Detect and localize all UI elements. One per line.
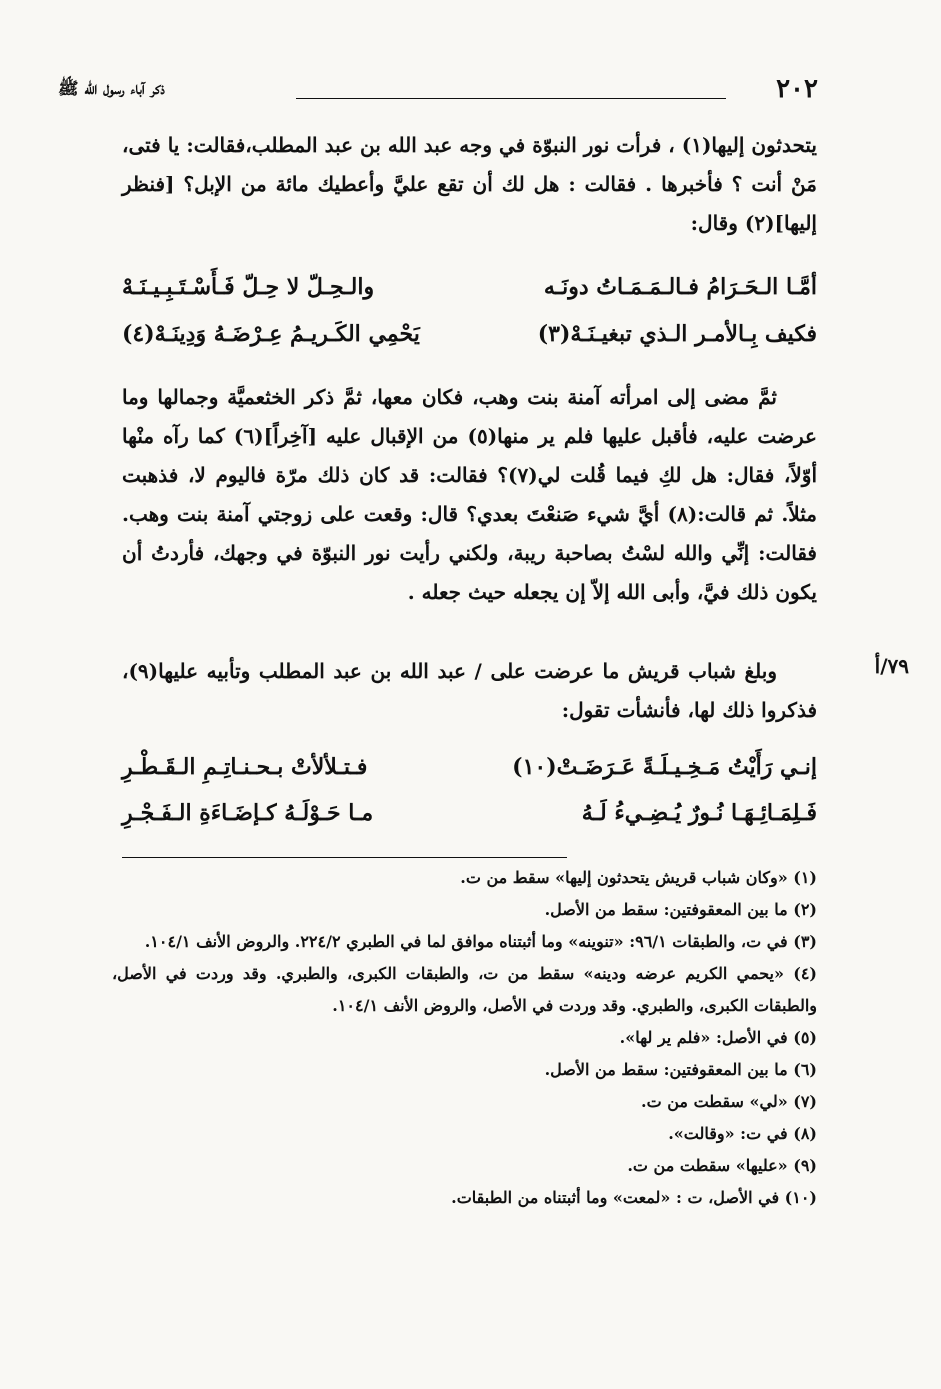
- page-number: ٢٠٢: [776, 74, 818, 104]
- poem-2-verse-2: [122, 800, 817, 844]
- paragraph-text: ثمَّ مضى إلى امرأته آمنة بنت وهب، فكان معها، ثمَّ ذكر الخثعميَّة وجمالها وما عرضت عليه، فأقبل عليها فلم ير منها(٥) من الإقبال عليه [آخِراً](٦) كما رآه منْها أوّلاً، فقال: هل لكِ فيما قُلت لي(٧)؟ فقالت: قد كان ذلك مرّة فاليوم لا، فذهبت مثلاً. ثم قالت:(٨) أيَّ شيء صَنعْتَ بعدي؟ قال: وقعت على زوجتي آمنة بنت وهب. فقالت: إنِّي والله لسْتُ بصاحبة ريبة، ولكني رأيت نور النبوّة في وجهك، فأردتُ أن يكون ذلك فيَّ، وأبى الله إلاّ إن يجعله حيث جعله .: [122, 385, 818, 604]
- footnote: (٩) «عليها» سقطت من ت.: [627, 1156, 817, 1175]
- footnote-rule: [122, 857, 567, 858]
- footnote: (٤) «يحمي الكريم عرضه ودينه» سقط من ت، والطبقات الكبرى، والطبري. وقد وردت في الأصل، والطبقات الكبرى، والطبري. وقد وردت في الأصل، والروض الأنف ١٠٤/١.: [112, 964, 817, 1015]
- verse-first-hemistich: فكيف بِـالأمـر الـذي تبغيـنَـهْ(٣): [537, 321, 817, 347]
- paragraph-2: [122, 378, 817, 612]
- poem-1-verse-2: [122, 321, 817, 365]
- manuscript-folio-ref: ٧٩/أ: [874, 654, 909, 678]
- running-title: ذكر آباء رسول الله ﷺ: [58, 79, 165, 99]
- footnote: (٥) في الأصل: «فلم ير لها».: [619, 1028, 817, 1047]
- paragraph-3: [122, 652, 817, 730]
- paragraph-text: يتحدثون إليها(١) ، فرأت نور النبوّة في وجه عبد الله بن عبد المطلب،فقالت: يا فتى، مَنْ أنت ؟ فأخبرها . فقالت : هل لك أن تقع عليَّ وأعطيك مائة من الإبل؟ [فنظر إليها](٢) وقال:: [122, 133, 817, 235]
- footnotes: [112, 862, 817, 1214]
- footnote: (٧) «لي» سقطت من ت.: [641, 1092, 817, 1111]
- footnote: (٣) في ت، والطبقات ٩٦/١: «تنوينه» وما أثبتناه موافق لما في الطبري ٢٢٤/٢. والروض الأنف ١٠٤/١.: [144, 932, 817, 951]
- poem-1-verse-1: [122, 274, 817, 318]
- verse-second-hemistich: يَحْمِي الكَـريـمُ عِـرْضَـهُ وَدِينَـهْ(٤): [122, 321, 420, 347]
- footnote: (٦) ما بين المعقوفتين: سقط من الأصل.: [544, 1060, 817, 1079]
- paragraph-1: [122, 126, 817, 243]
- verse-second-hemistich: فـتـلألأتْ بـحـنـاتِـمِ الـقَـطْـرِ: [122, 754, 368, 780]
- verse-first-hemistich: أمَّـا الـحَـرَامُ فـالـمَـمَـاتُ دونَـه: [543, 274, 817, 300]
- footnote: (٨) في ت: «وقالت».: [668, 1124, 817, 1143]
- footnote: (١٠) في الأصل، ت : «لمعت» وما أثبتناه من الطبقات.: [451, 1188, 817, 1207]
- footnote: (٢) ما بين المعقوفتين: سقط من الأصل.: [544, 900, 817, 919]
- verse-second-hemistich: والـحِـلّ لا حِـلّ فَـأَسْـتَـبِـيـنَـهْ: [122, 274, 375, 300]
- verse-second-hemistich: مـا حَـوْلَـهُ كـإضَـاءَةِ الـفَـجْـرِ: [122, 800, 374, 826]
- footnote: (١) «وكان شباب قريش يتحدثون إليها» سقط من ت.: [460, 868, 817, 887]
- header-rule: [296, 98, 726, 99]
- page-header: [58, 74, 818, 114]
- verse-first-hemistich: فَـلِمَـائِـهَـا نُـورٌ يُـضِـيءُ لَـهُ: [581, 800, 817, 826]
- verse-first-hemistich: إنـي رَأَيْتُ مَـخِـيـلَـةً عَـرَضَـتْ(١٠): [512, 754, 817, 780]
- paragraph-text: وبلغ شباب قريش ما عرضت على / عبد الله بن عبد المطلب وتأبيه عليها(٩)، فذكروا ذلك لها، فأنشأت تقول:: [122, 659, 817, 722]
- poem-2-verse-1: [122, 754, 817, 798]
